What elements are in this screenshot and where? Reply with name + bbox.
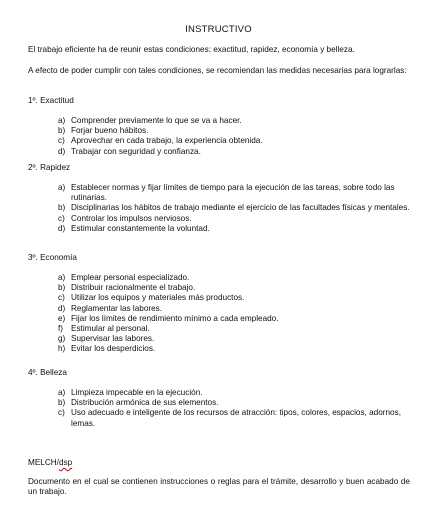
list-item — [58, 314, 410, 324]
list-marker: d) — [58, 303, 66, 313]
list-item — [58, 324, 410, 334]
list-marker: e) — [58, 313, 66, 323]
list-marker: f) — [58, 324, 64, 334]
list-item-text: Emplear personal especializado. — [71, 273, 190, 282]
list-marker: c) — [58, 293, 65, 303]
rapidez-list — [58, 183, 410, 234]
list-item-text: Comprender previamente lo que se va a hacer. — [71, 116, 242, 125]
list-marker: h) — [58, 344, 66, 354]
list-item-text: Evitar los desperdicios. — [71, 344, 156, 354]
list-item — [58, 147, 410, 157]
section-heading-belleza: 4º. Belleza — [28, 368, 67, 377]
list-item — [58, 283, 410, 293]
list-item-text: Limpieza impecable en la ejecución. — [71, 388, 203, 397]
section-heading-economia: 3º. Economía — [28, 253, 77, 262]
list-item-text: Disciplinarias los hábitos de trabajo mediante el ejercicio de las facultades físicas y mentales. — [71, 203, 410, 213]
list-item-text: Estimular al personal. — [71, 324, 150, 334]
list-item-text: Fijar los límites de rendimiento mínimo a cada empleado. — [71, 313, 279, 323]
list-item — [58, 126, 410, 136]
list-item-text: Aprovechar en cada trabajo, la experiencia obtenida. — [71, 136, 263, 146]
list-item-text: Uso adecuado e inteligente de los recursos de atracción: tipos, colores, espacios, adornos, lemas. — [71, 408, 401, 428]
list-item-text: Controlar los impulsos nerviosos. — [71, 213, 192, 223]
list-item — [58, 183, 410, 203]
list-item — [58, 408, 410, 428]
list-item — [58, 116, 410, 126]
list-item-text: Trabajar con seguridad y confianza. — [71, 146, 201, 156]
list-item-text: Estimular constantemente la voluntad. — [71, 223, 210, 233]
section-heading-rapidez: 2º. Rapidez — [28, 163, 71, 172]
list-item-text: Forjar bueno hábitos. — [71, 126, 149, 136]
signature-typist-initials: dsp — [58, 458, 73, 467]
section-heading-exactitud: 1º. Exactitud — [28, 96, 74, 105]
list-item — [58, 224, 410, 234]
list-marker: c) — [58, 408, 65, 418]
list-marker: b) — [58, 398, 66, 408]
list-item — [58, 334, 410, 344]
list-marker: a) — [58, 388, 66, 397]
list-marker: a) — [58, 116, 66, 125]
list-marker: a) — [58, 273, 66, 282]
belleza-list — [58, 388, 410, 429]
list-marker: b) — [58, 203, 66, 213]
list-marker: c) — [58, 136, 65, 146]
signature-initials: MELCH/ — [28, 458, 59, 467]
list-item-text: Utilizar los equipos y materiales más productos. — [71, 293, 245, 303]
list-item — [58, 388, 410, 398]
list-marker: a) — [58, 183, 66, 192]
list-item — [58, 304, 410, 314]
list-marker: b) — [58, 283, 66, 293]
intro-paragraph-1: El trabajo eficiente ha de reunir estas condiciones: exactitud, rapidez, economía y belleza. — [28, 45, 355, 54]
list-item — [58, 398, 410, 408]
intro-paragraph-2: A efecto de poder cumplir con tales condiciones, se recomiendan las medidas necesarias para lograrlas: — [28, 66, 407, 75]
document-title: INSTRUCTIVO — [185, 24, 252, 35]
list-item — [58, 273, 410, 283]
list-marker: b) — [58, 126, 66, 136]
footer-definition: Documento en el cual se contienen instrucciones o reglas para el trámite, desarrollo y buen acabado de un trabajo. — [28, 477, 410, 497]
list-item — [58, 293, 410, 303]
list-marker: d) — [58, 223, 66, 233]
list-item — [58, 136, 410, 146]
list-item-text: Distribución armónica de sus elementos. — [71, 398, 219, 408]
signature-line — [28, 458, 72, 468]
list-item-text: Establecer normas y fijar límites de tiempo para la ejecución de las tareas, sobre todo las rutinarias. — [71, 183, 395, 203]
list-marker: g) — [58, 334, 66, 344]
list-item-text: Reglamentar las labores. — [71, 303, 163, 313]
economia-list — [58, 273, 410, 355]
exactitud-list — [58, 116, 410, 157]
list-item — [58, 214, 410, 224]
list-item — [58, 344, 410, 354]
list-marker: c) — [58, 213, 65, 223]
list-marker: d) — [58, 146, 66, 156]
list-item-text: Supervisar las labores. — [71, 334, 155, 344]
list-item-text: Distribuir racionalmente el trabajo. — [71, 283, 196, 293]
list-item — [58, 203, 410, 213]
